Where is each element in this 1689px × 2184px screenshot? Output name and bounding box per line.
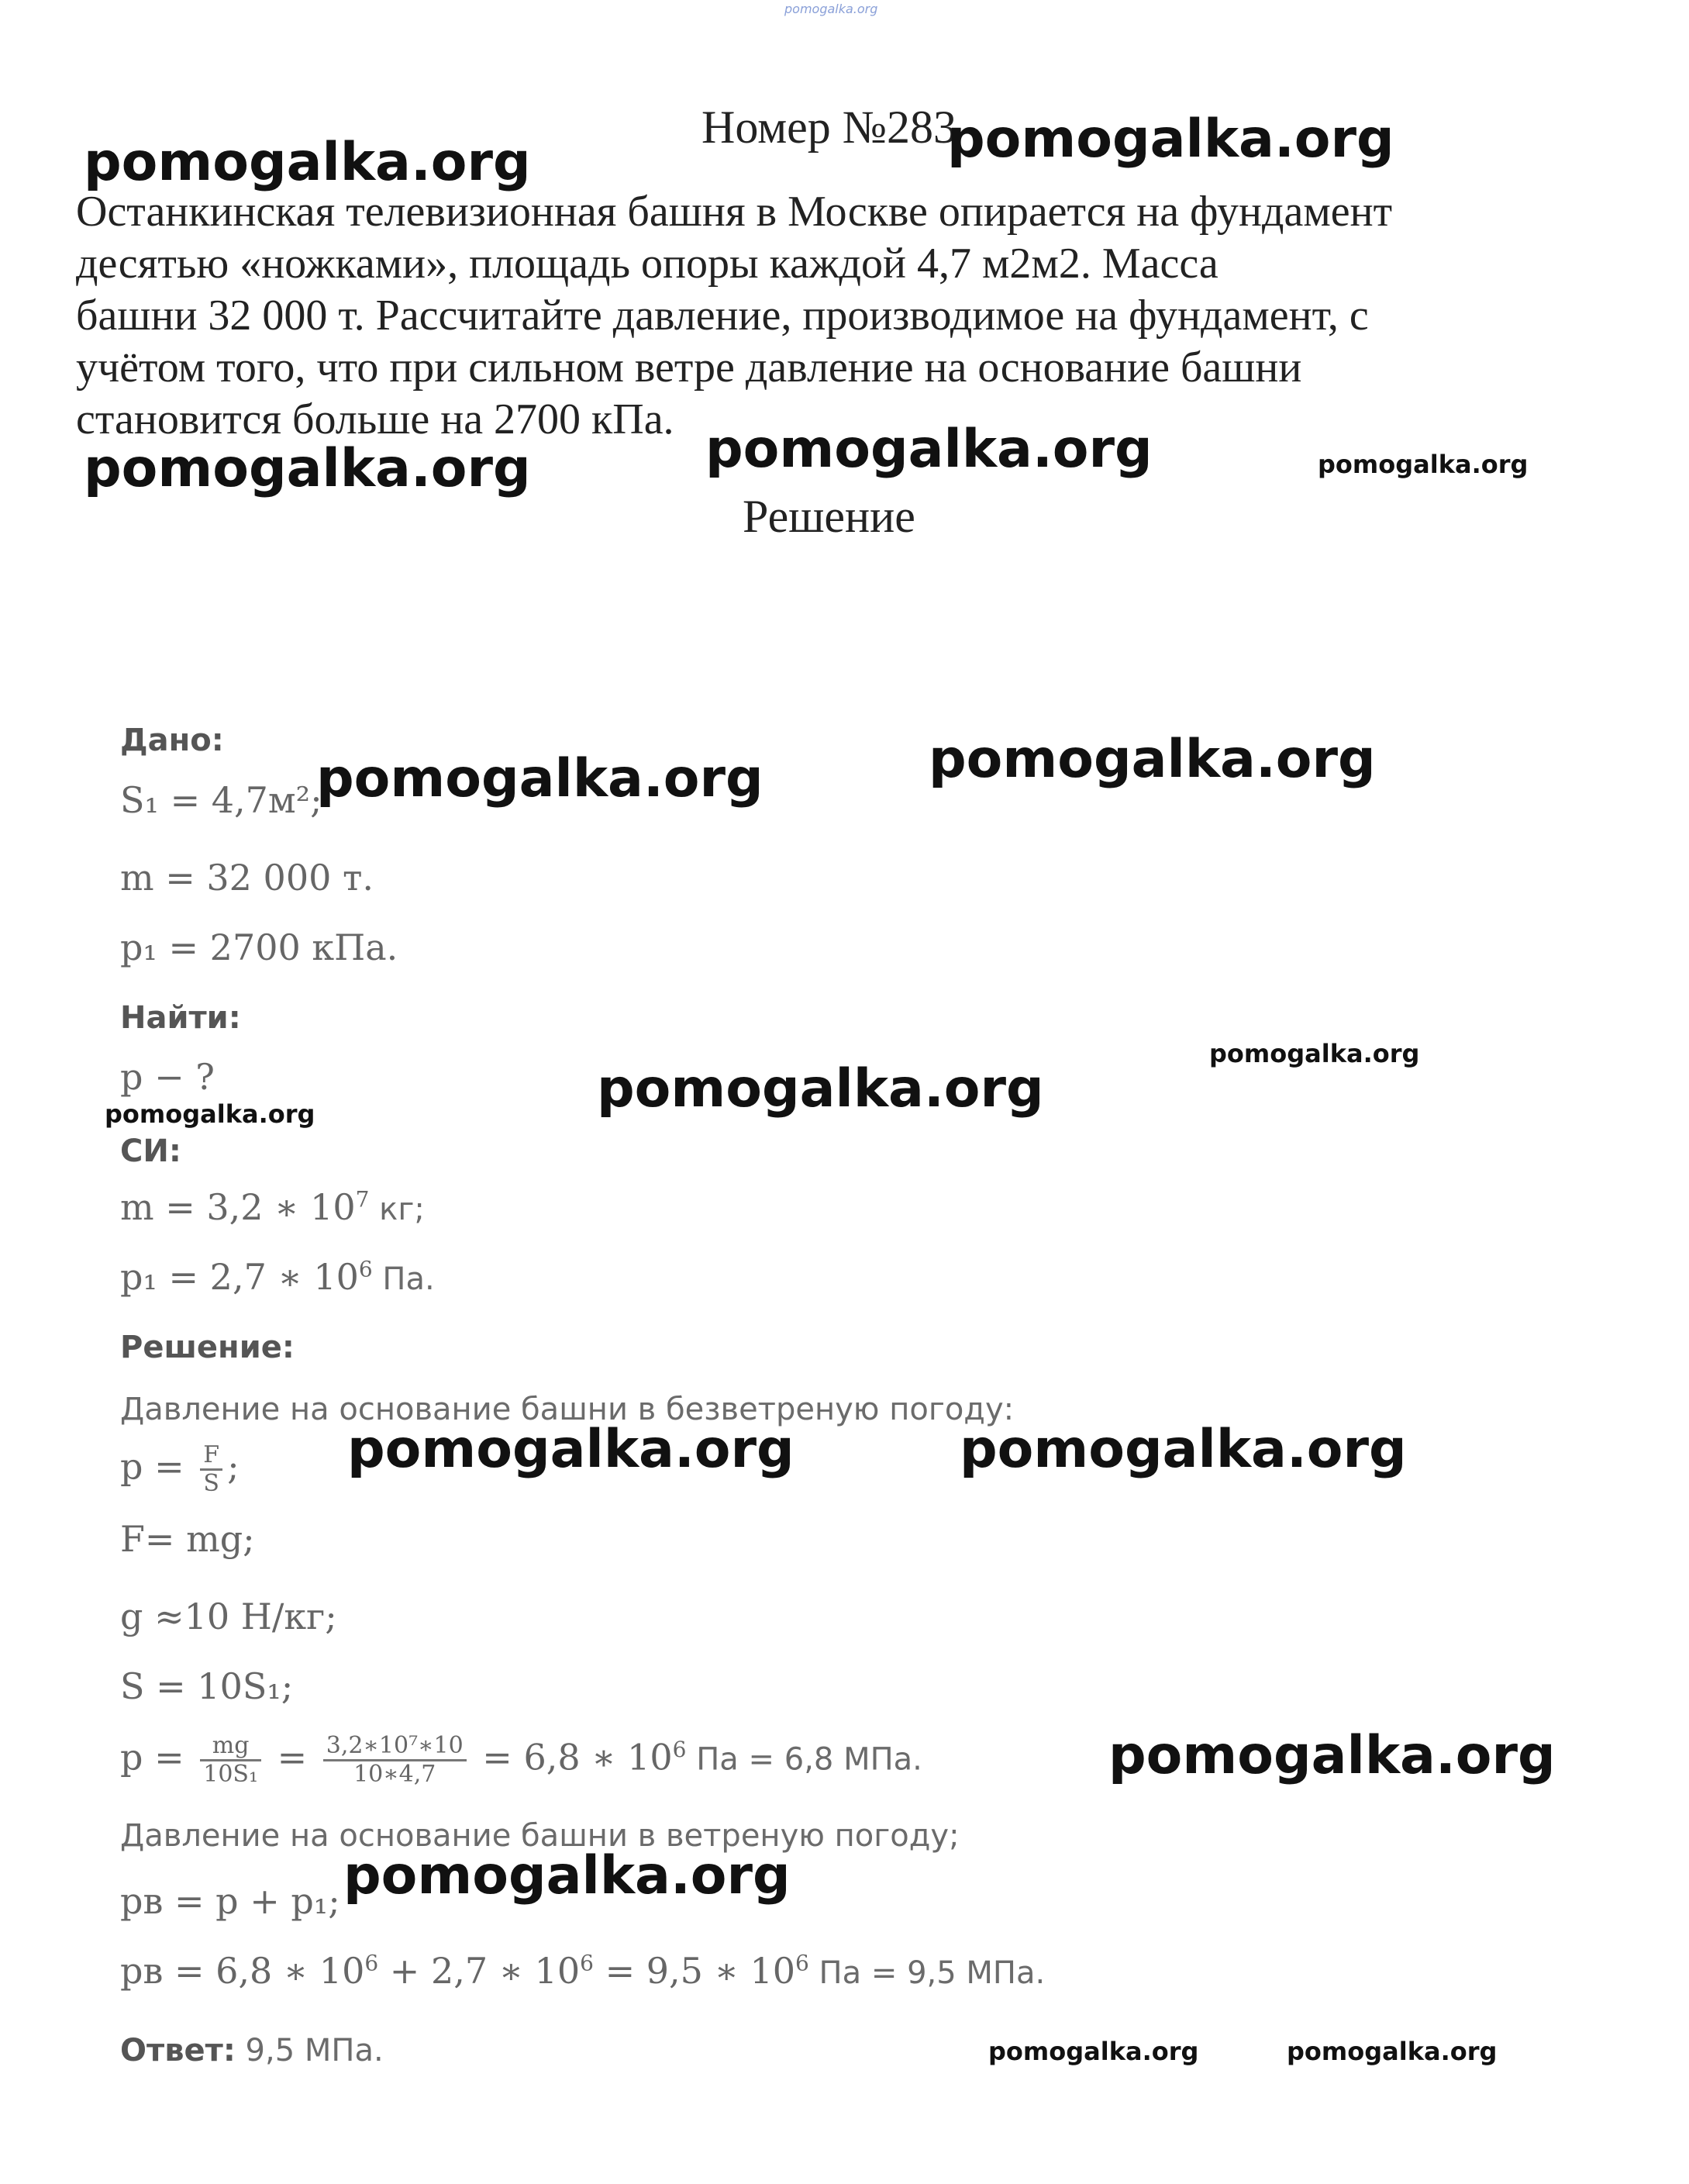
given-label: Дано: (120, 723, 224, 758)
si-label: СИ: (120, 1133, 181, 1169)
watermark: pomogalka.org (84, 438, 531, 499)
problem-line: Останкинская телевизионная башня в Москве опирается на фундамент (76, 188, 1393, 236)
eq-force: F= mg; (120, 1518, 255, 1560)
watermark: pomogalka.org (1318, 450, 1529, 479)
eq-pv-calc: pв = 6,8 ∗ $10^6 + 2,7$ ∗ $10^6 = 9,5$ ∗ $10^6$ Па = 9,5 МПа. (120, 1950, 1046, 1992)
problem-line: башни 32 000 т. Рассчитайте давление, производимое на фундамент, с (76, 292, 1369, 340)
watermark-top: pomogalka.org (784, 2, 878, 16)
find-value: p − ? (120, 1056, 215, 1098)
problem-line: десятью «ножками», площадь опоры каждой 4,7 м2м2. Масса (76, 240, 1218, 288)
si-m: m = 3,2 ∗ $10^7$ кг; (120, 1186, 425, 1228)
watermark: pomogalka.org (960, 1419, 1407, 1480)
given-s1: S₁ = 4,7м²; (120, 779, 322, 821)
si-p1: p₁ = 2,7 ∗ $10^6$ Па. (120, 1256, 435, 1298)
given-p1: p₁ = 2700 кПа. (120, 926, 398, 968)
watermark: pomogalka.org (1287, 2037, 1498, 2066)
watermark: pomogalka.org (1108, 1725, 1556, 1786)
problem-line: становится больше на 2700 кПа. (76, 395, 674, 443)
calm-text: Давление на основание башни в безветреную погоду: (120, 1392, 1015, 1427)
watermark: pomogalka.org (84, 132, 531, 193)
windy-text: Давление на основание башни в ветреную погоду; (120, 1818, 960, 1854)
given-m: m = 32 000 т. (120, 857, 374, 899)
eq-g: g ≈10 Н/кг; (120, 1596, 337, 1637)
problem-line: учётом того, что при сильном ветре давление на основание башни (76, 343, 1302, 392)
watermark: pomogalka.org (316, 748, 763, 809)
answer: Ответ: 9,5 МПа. (120, 2033, 384, 2068)
watermark: pomogalka.org (1209, 1039, 1420, 1068)
watermark: pomogalka.org (347, 1419, 795, 1480)
eq-calc: p = $\frac{mg}{\text{10S₁}}$ = $\frac{\text{3,2∗10⁷∗10}}{10∗4,7}$ = 6,8 ∗ $10^6$ Па = 6,8 МПа. (120, 1732, 922, 1788)
eq-pressure: p = $\frac{F}{S}$ ; (120, 1441, 240, 1497)
watermark: pomogalka.org (705, 419, 1153, 480)
watermark: pomogalka.org (105, 1099, 315, 1129)
watermark: pomogalka.org (343, 1845, 791, 1906)
page-title: Номер №283 (701, 102, 957, 153)
watermark: pomogalka.org (929, 729, 1376, 790)
watermark: pomogalka.org (597, 1058, 1044, 1120)
solution-heading: Решение (743, 491, 915, 542)
watermark: pomogalka.org (947, 109, 1394, 170)
eq-area: S = 10S₁; (120, 1665, 294, 1707)
problem-text (76, 186, 1533, 446)
watermark: pomogalka.org (988, 2037, 1199, 2066)
eq-pv: pв = p + p₁; (120, 1880, 340, 1922)
find-label: Найти: (120, 1000, 241, 1036)
solution-label: Решение: (120, 1330, 295, 1365)
